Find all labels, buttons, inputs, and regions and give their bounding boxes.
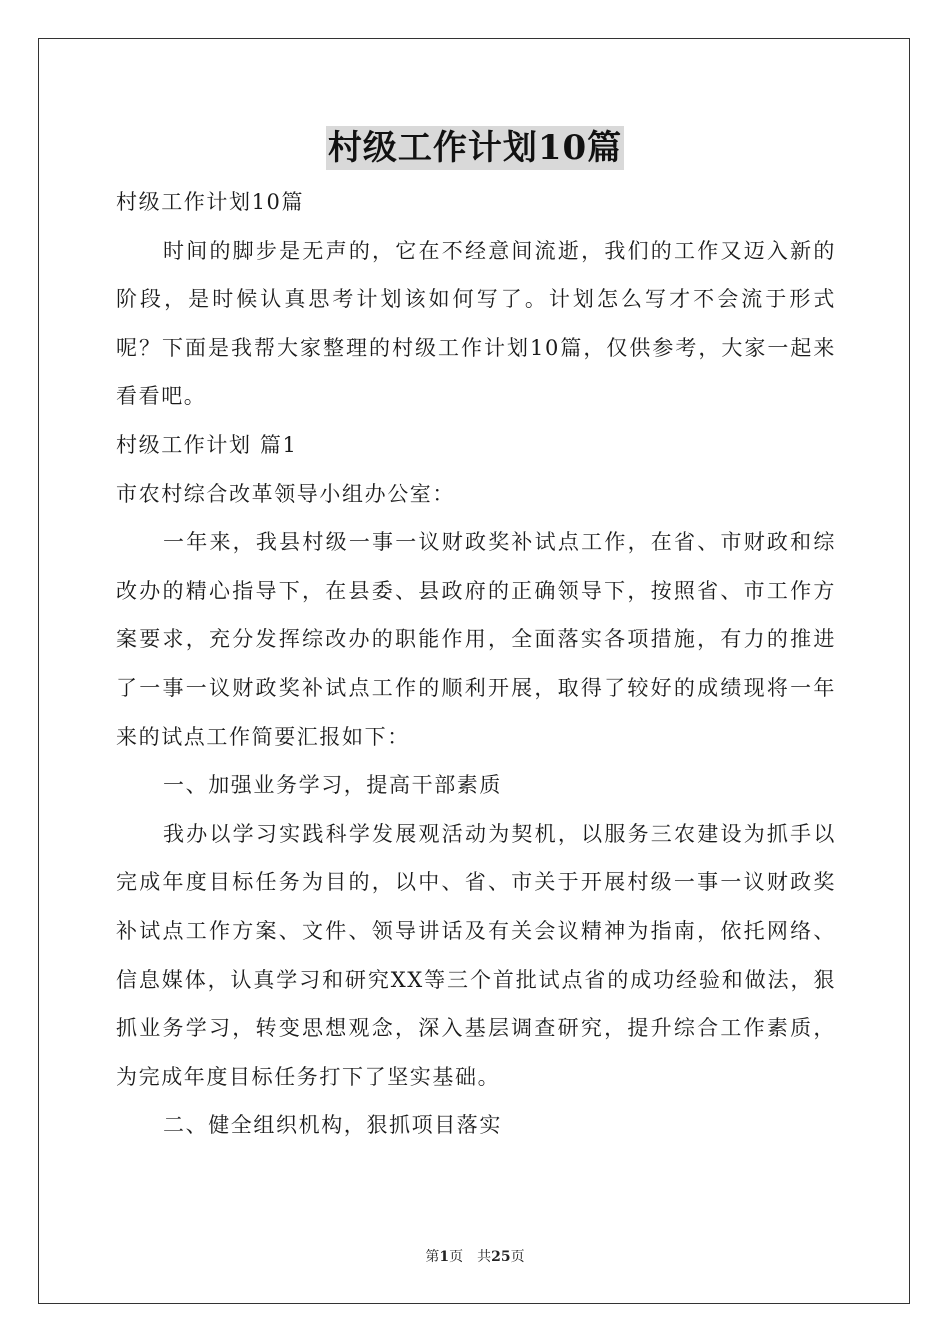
document-title-block bbox=[0, 126, 950, 170]
paragraph: 二、健全组织机构，狠抓项目落实 bbox=[163, 1113, 502, 1138]
page-footer bbox=[0, 1246, 950, 1266]
page-suffix: 页 bbox=[449, 1249, 464, 1265]
paragraph: 市农村综合改革领导小组办公室： bbox=[116, 481, 455, 506]
paragraph: 一、加强业务学习，提高干部素质 bbox=[163, 773, 502, 798]
current-page-number: 1 bbox=[439, 1249, 450, 1265]
document-body bbox=[116, 178, 836, 1150]
paragraph: 一年来，我县村级一事一议财政奖补试点工作，在省、市财政和综改办的精心指导下，在县委、县政府的正确领导下，按照省、市工作方案要求，充分发挥综改办的职能作用，全面落实各项措施，有力的推进了一事一议财政奖补试点工作的顺利开展，取得了较好的成绩现将一年来的试点工作简要汇报如下： bbox=[116, 530, 836, 749]
total-prefix: 共 bbox=[477, 1249, 492, 1265]
paragraph: 我办以学习实践科学发展观活动为契机，以服务三农建设为抓手以完成年度目标任务为目的，以中、省、市关于开展村级一事一议财政奖补试点工作方案、文件、领导讲话及有关会议精神为指南，依托网络、信息媒体，认真学习和研究XX等三个首批试点省的成功经验和做法，狠抓业务学习，转变思想观念，深入基层调查研究，提升综合工作素质，为完成年度目标任务打下了坚实基础。 bbox=[116, 821, 836, 1089]
total-suffix: 页 bbox=[510, 1249, 525, 1265]
paragraph: 村级工作计划 篇1 bbox=[116, 432, 298, 457]
page-prefix: 第 bbox=[425, 1249, 440, 1265]
paragraph: 时间的脚步是无声的，它在不经意间流逝，我们的工作又迈入新的阶段，是时候认真思考计划该如何写了。计划怎么写才不会流于形式呢？下面是我帮大家整理的村级工作计划10篇，仅供参考，大家一起来看看吧。 bbox=[116, 238, 836, 409]
paragraph: 村级工作计划10篇 bbox=[116, 190, 305, 214]
total-page-count: 25 bbox=[491, 1249, 511, 1265]
document-title: 村级工作计划10篇 bbox=[327, 128, 623, 168]
